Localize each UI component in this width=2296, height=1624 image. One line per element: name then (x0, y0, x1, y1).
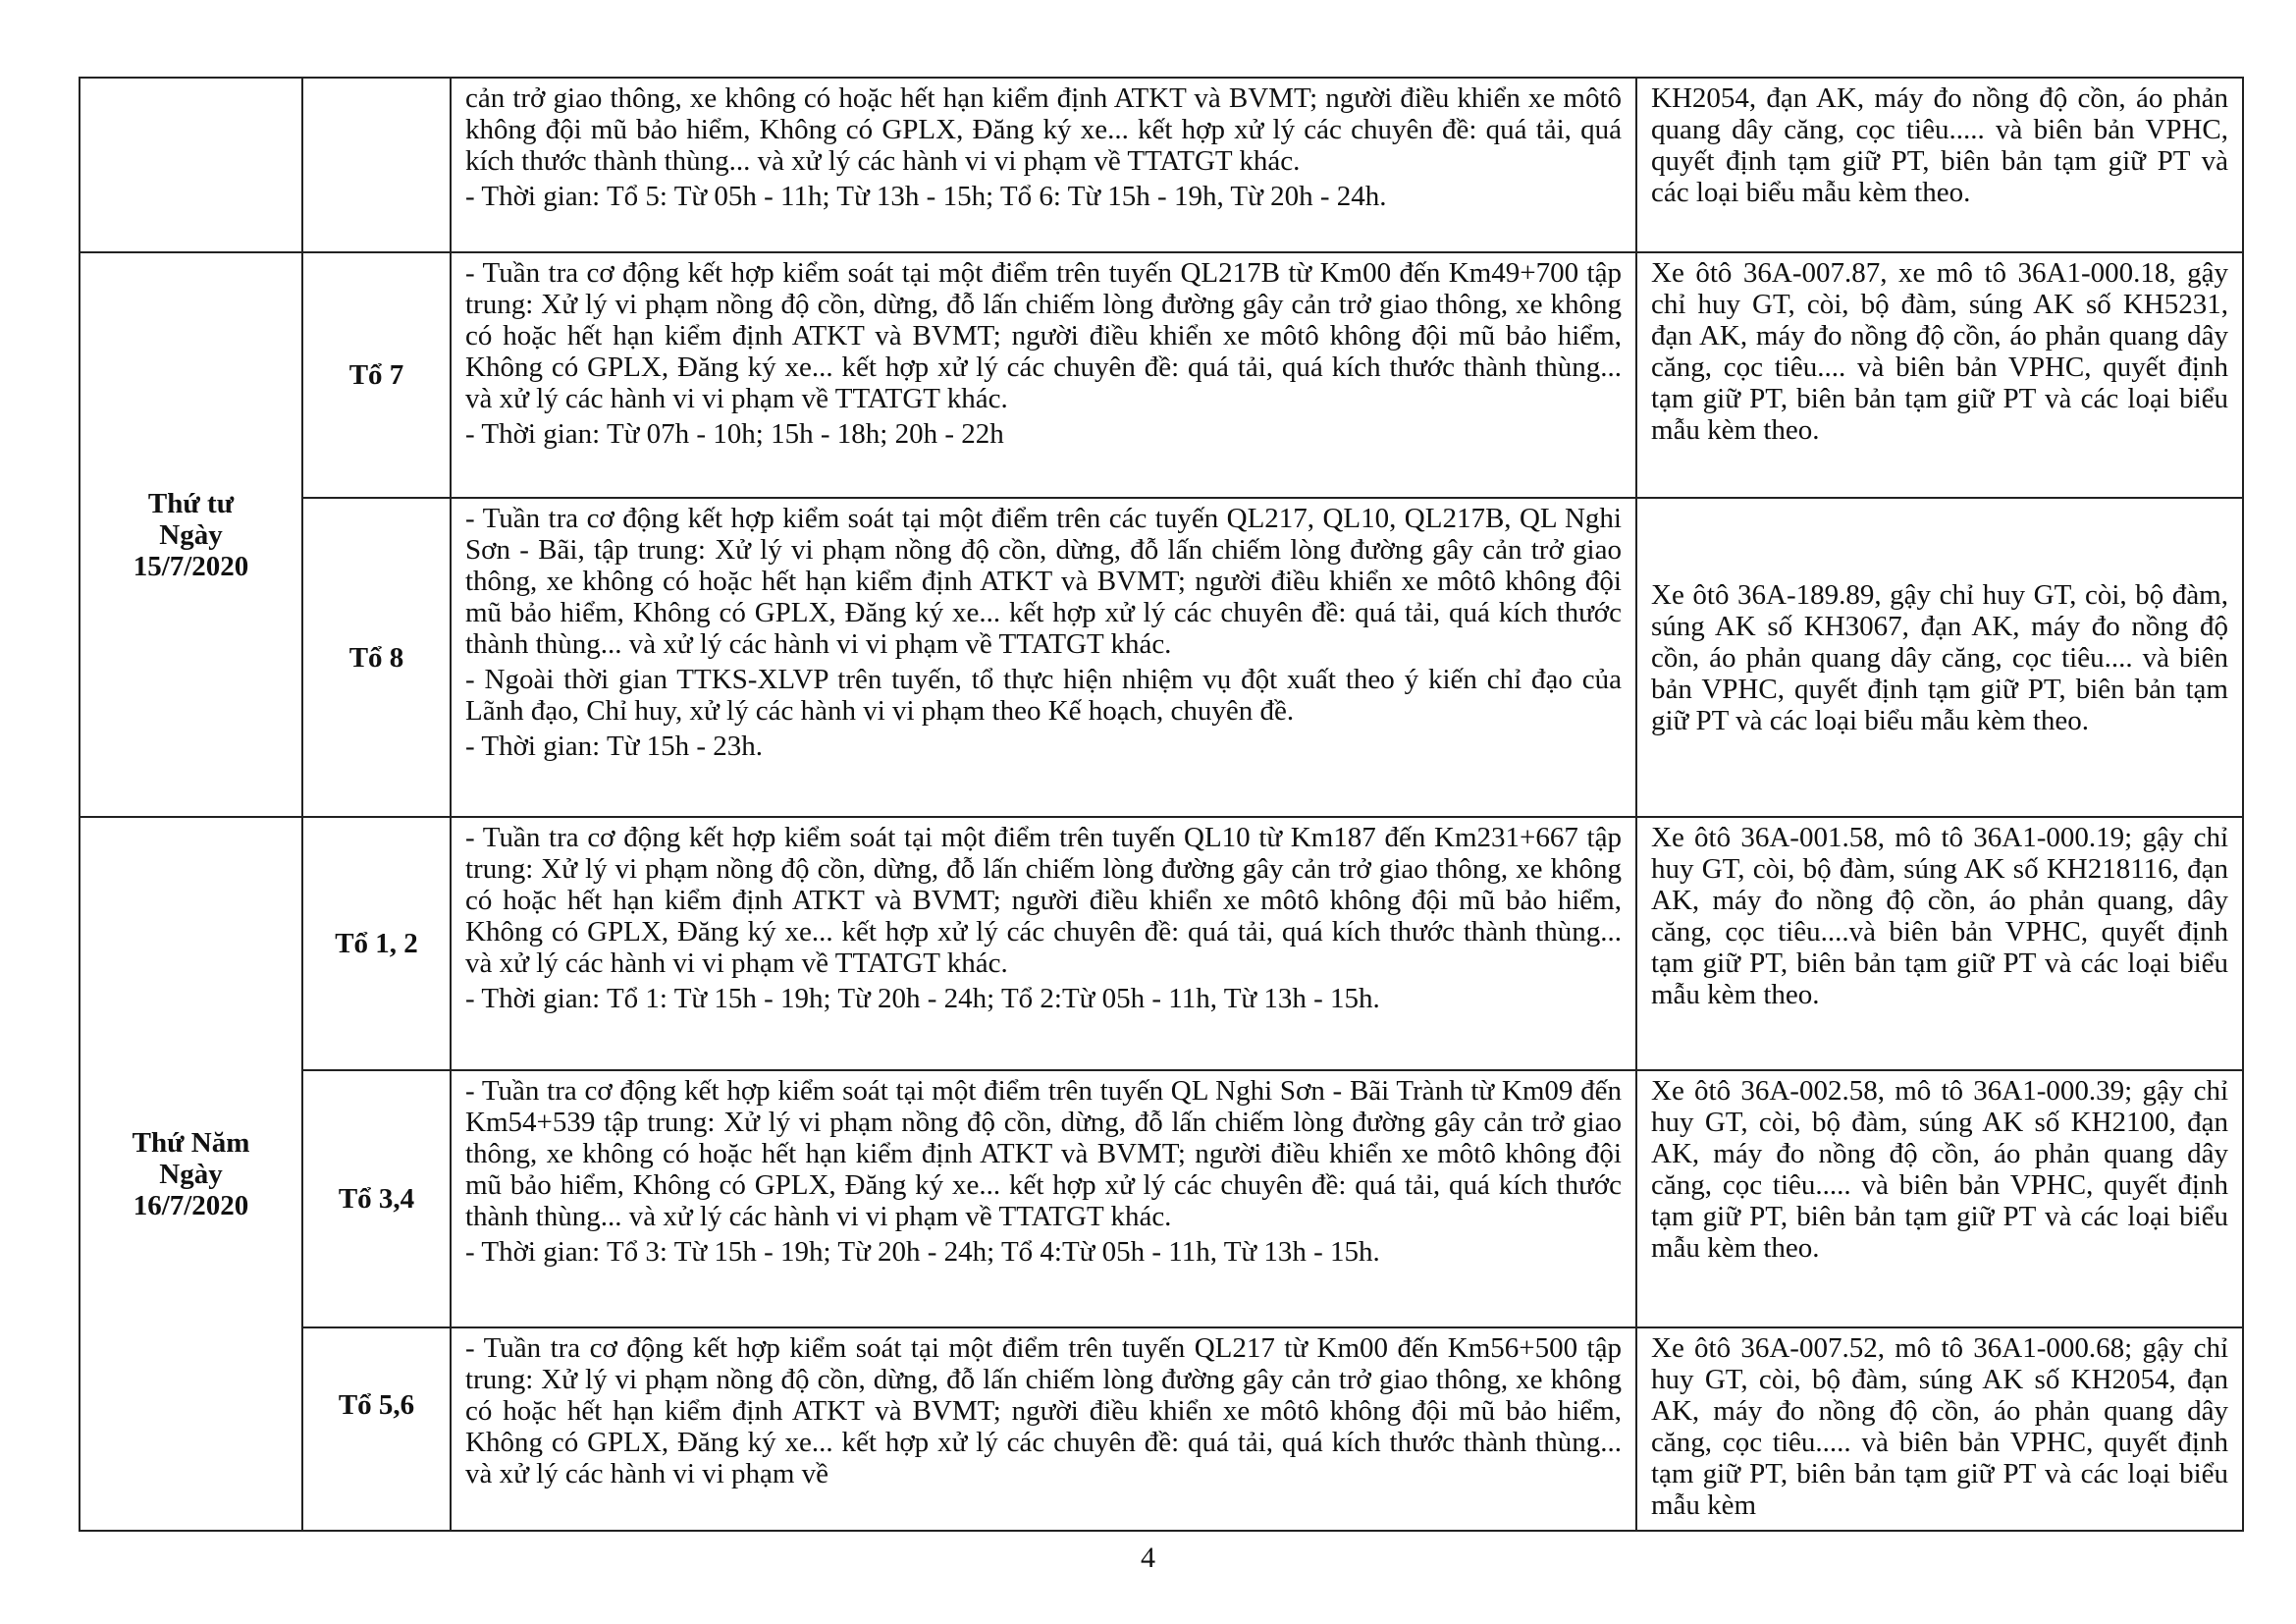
page-number: 4 (1141, 1542, 1155, 1574)
task-text: - Tuần tra cơ động kết hợp kiểm soát tại một điểm trên các tuyến QL217, QL10, QL217B, QL Nghi Sơn - Bãi, tập trung: Xử lý vi phạm nồng độ cồn, dừng, đỗ lấn chiếm lòng đường gây cản trở giao thông, xe không có hoặc hết hạn kiểm định ATKT và BVMT; người điều khiển xe môtô không đội mũ bảo hiểm, Không có GPLX, Đăng ký xe... kết hợp xử lý các chuyên đề: quá tải, quá kích thước thành thùng... và xử lý các hành vi vi phạm về TTATGT khác. (465, 503, 1622, 660)
task-time: - Thời gian: Từ 15h - 23h. (465, 731, 764, 762)
team-cell-empty (302, 78, 451, 252)
date-prefix: Ngày (159, 518, 223, 551)
equipment-cell: Xe ôtô 36A-189.89, gậy chỉ huy GT, còi, bộ đàm, súng AK số KH3067, đạn AK, máy đo nồng độ cồn, áo phản quang dây căng, cọc tiêu.... và biên bản VPHC, quyết định tạm giữ PT, biên bản tạm giữ PT và các loại biểu mẫu kèm theo. (1636, 498, 2243, 817)
date-value: 16/7/2020 (133, 1189, 249, 1221)
task-cell (451, 1070, 1636, 1327)
day-cell-empty (80, 78, 302, 252)
team-cell: Tổ 7 (302, 252, 451, 498)
team-cell: Tổ 1, 2 (302, 817, 451, 1070)
weekday-label: Thứ tư (147, 487, 235, 519)
table-row (80, 252, 2243, 498)
equipment-cell: Xe ôtô 36A-002.58, mô tô 36A1-000.39; gậy chỉ huy GT, còi, bộ đàm, súng AK số KH2100, đạn AK, máy đo nồng độ cồn, áo phản quang dây căng, cọc tiêu..... và biên bản VPHC, quyết định tạm giữ PT, biên bản tạm giữ PT và các loại biểu mẫu kèm theo. (1636, 1070, 2243, 1327)
equipment-cell: Xe ôtô 36A-007.52, mô tô 36A1-000.68; gậy chỉ huy GT, còi, bộ đàm, súng AK số KH2054, đạn AK, máy đo nồng độ cồn, áo phản quang dây căng, cọc tiêu..... và biên bản VPHC, quyết định tạm giữ PT, biên bản tạm giữ PT và các loại biểu mẫu kèm (1636, 1327, 2243, 1531)
task-text: cản trở giao thông, xe không có hoặc hết hạn kiểm định ATKT và BVMT; người điều khiển xe môtô không đội mũ bảo hiểm, Không có GPLX, Đăng ký xe... kết hợp xử lý các chuyên đề: quá tải, quá kích thước thành thùng... và xử lý các hành vi vi phạm về TTATGT khác. (465, 82, 1622, 177)
task-time: - Thời gian: Từ 07h - 10h; 15h - 18h; 20h - 22h (465, 418, 1004, 450)
date-prefix: Ngày (159, 1158, 223, 1190)
equipment-cell: Xe ôtô 36A-007.87, xe mô tô 36A1-000.18, gậy chỉ huy GT, còi, bộ đàm, súng AK số KH5231, đạn AK, máy đo nồng độ cồn, áo phản quang dây căng, cọc tiêu.... và biên bản VPHC, quyết định tạm giữ PT, biên bản tạm giữ PT và các loại biểu mẫu kèm theo. (1636, 252, 2243, 498)
task-text: - Tuần tra cơ động kết hợp kiểm soát tại một điểm trên tuyến QL217B từ Km00 đến Km49+700 tập trung: Xử lý vi phạm nồng độ cồn, dừng, đỗ lấn chiếm lòng đường gây cản trở giao thông, xe không có hoặc hết hạn kiểm định ATKT và BVMT; người điều khiển xe môtô không đội mũ bảo hiểm, Không có GPLX, Đăng ký xe... kết hợp xử lý các chuyên đề: quá tải, quá kích thước thành thùng... và xử lý các hành vi vi phạm về TTATGT khác. (465, 257, 1622, 414)
task-cell (451, 78, 1636, 252)
table-row (80, 78, 2243, 252)
task-time: - Thời gian: Tổ 1: Từ 15h - 19h; Từ 20h - 24h; Tổ 2:Từ 05h - 11h, Từ 13h - 15h. (465, 983, 1380, 1014)
task-text: - Tuần tra cơ động kết hợp kiểm soát tại một điểm trên tuyến QL10 từ Km187 đến Km231+667 tập trung: Xử lý vi phạm nồng độ cồn, dừng, đỗ lấn chiếm lòng đường gây cản trở giao thông, xe không có hoặc hết hạn kiểm định ATKT và BVMT; người điều khiển xe môtô không đội mũ bảo hiểm, Không có GPLX, Đăng ký xe... kết hợp xử lý các chuyên đề: quá tải, quá kích thước thành thùng... và xử lý các hành vi vi phạm về TTATGT khác. (465, 822, 1622, 979)
equipment-cell: KH2054, đạn AK, máy đo nồng độ cồn, áo phản quang dây căng, cọc tiêu..... và biên bản VPHC, quyết định tạm giữ PT, biên bản tạm giữ PT và các loại biểu mẫu kèm theo. (1636, 78, 2243, 252)
schedule-table (79, 77, 2244, 1532)
task-text: - Tuần tra cơ động kết hợp kiểm soát tại một điểm trên tuyến QL217 từ Km00 đến Km56+500 tập trung: Xử lý vi phạm nồng độ cồn, dừng, đỗ lấn chiếm lòng đường gây cản trở giao thông, xe không có hoặc hết hạn kiểm định ATKT và BVMT; người điều khiển xe môtô không đội mũ bảo hiểm, Không có GPLX, Đăng ký xe... kết hợp xử lý các chuyên đề: quá tải, quá kích thước thành thùng... và xử lý các hành vi vi phạm về (465, 1332, 1622, 1489)
table-row (80, 817, 2243, 1070)
weekday-label: Thứ Năm (132, 1126, 250, 1159)
task-cell (451, 1327, 1636, 1531)
task-cell (451, 498, 1636, 817)
task-cell (451, 252, 1636, 498)
table-row (80, 1327, 2243, 1531)
table-row (80, 498, 2243, 817)
task-text: - Tuần tra cơ động kết hợp kiểm soát tại một điểm trên tuyến QL Nghi Sơn - Bãi Trành từ Km09 đến Km54+539 tập trung: Xử lý vi phạm nồng độ cồn, dừng, đỗ lấn chiếm lòng đường gây cản trở giao thông, xe không có hoặc hết hạn kiểm định ATKT và BVMT; người điều khiển xe môtô không đội mũ bảo hiểm, Không có GPLX, Đăng ký xe... kết hợp xử lý các chuyên đề: quá tải, quá kích thước thành thùng... và xử lý các hành vi vi phạm về TTATGT khác. (465, 1075, 1622, 1232)
task-cell (451, 817, 1636, 1070)
task-note: - Ngoài thời gian TTKS-XLVP trên tuyến, tổ thực hiện nhiệm vụ đột xuất theo ý kiến chỉ đạo của Lãnh đạo, Chỉ huy, xử lý các hành vi vi phạm theo Kế hoạch, chuyên đề. (465, 664, 1622, 727)
task-time: - Thời gian: Tổ 3: Từ 15h - 19h; Từ 20h - 24h; Tổ 4:Từ 05h - 11h, Từ 13h - 15h. (465, 1236, 1380, 1268)
team-cell: Tổ 3,4 (302, 1070, 451, 1327)
task-time: - Thời gian: Tổ 5: Từ 05h - 11h; Từ 13h - 15h; Tổ 6: Từ 15h - 19h, Từ 20h - 24h. (465, 181, 1387, 212)
day-cell (80, 817, 302, 1531)
table-row (80, 1070, 2243, 1327)
date-value: 15/7/2020 (133, 550, 249, 582)
equipment-cell: Xe ôtô 36A-001.58, mô tô 36A1-000.19; gậy chỉ huy GT, còi, bộ đàm, súng AK số KH218116, đạn AK, máy đo nồng độ cồn, áo phản quang, dây căng, cọc tiêu....và biên bản VPHC, quyết định tạm giữ PT, biên bản tạm giữ PT và các loại biểu mẫu kèm theo. (1636, 817, 2243, 1070)
team-cell: Tổ 5,6 (302, 1327, 451, 1531)
team-cell: Tổ 8 (302, 498, 451, 817)
day-cell (80, 252, 302, 817)
